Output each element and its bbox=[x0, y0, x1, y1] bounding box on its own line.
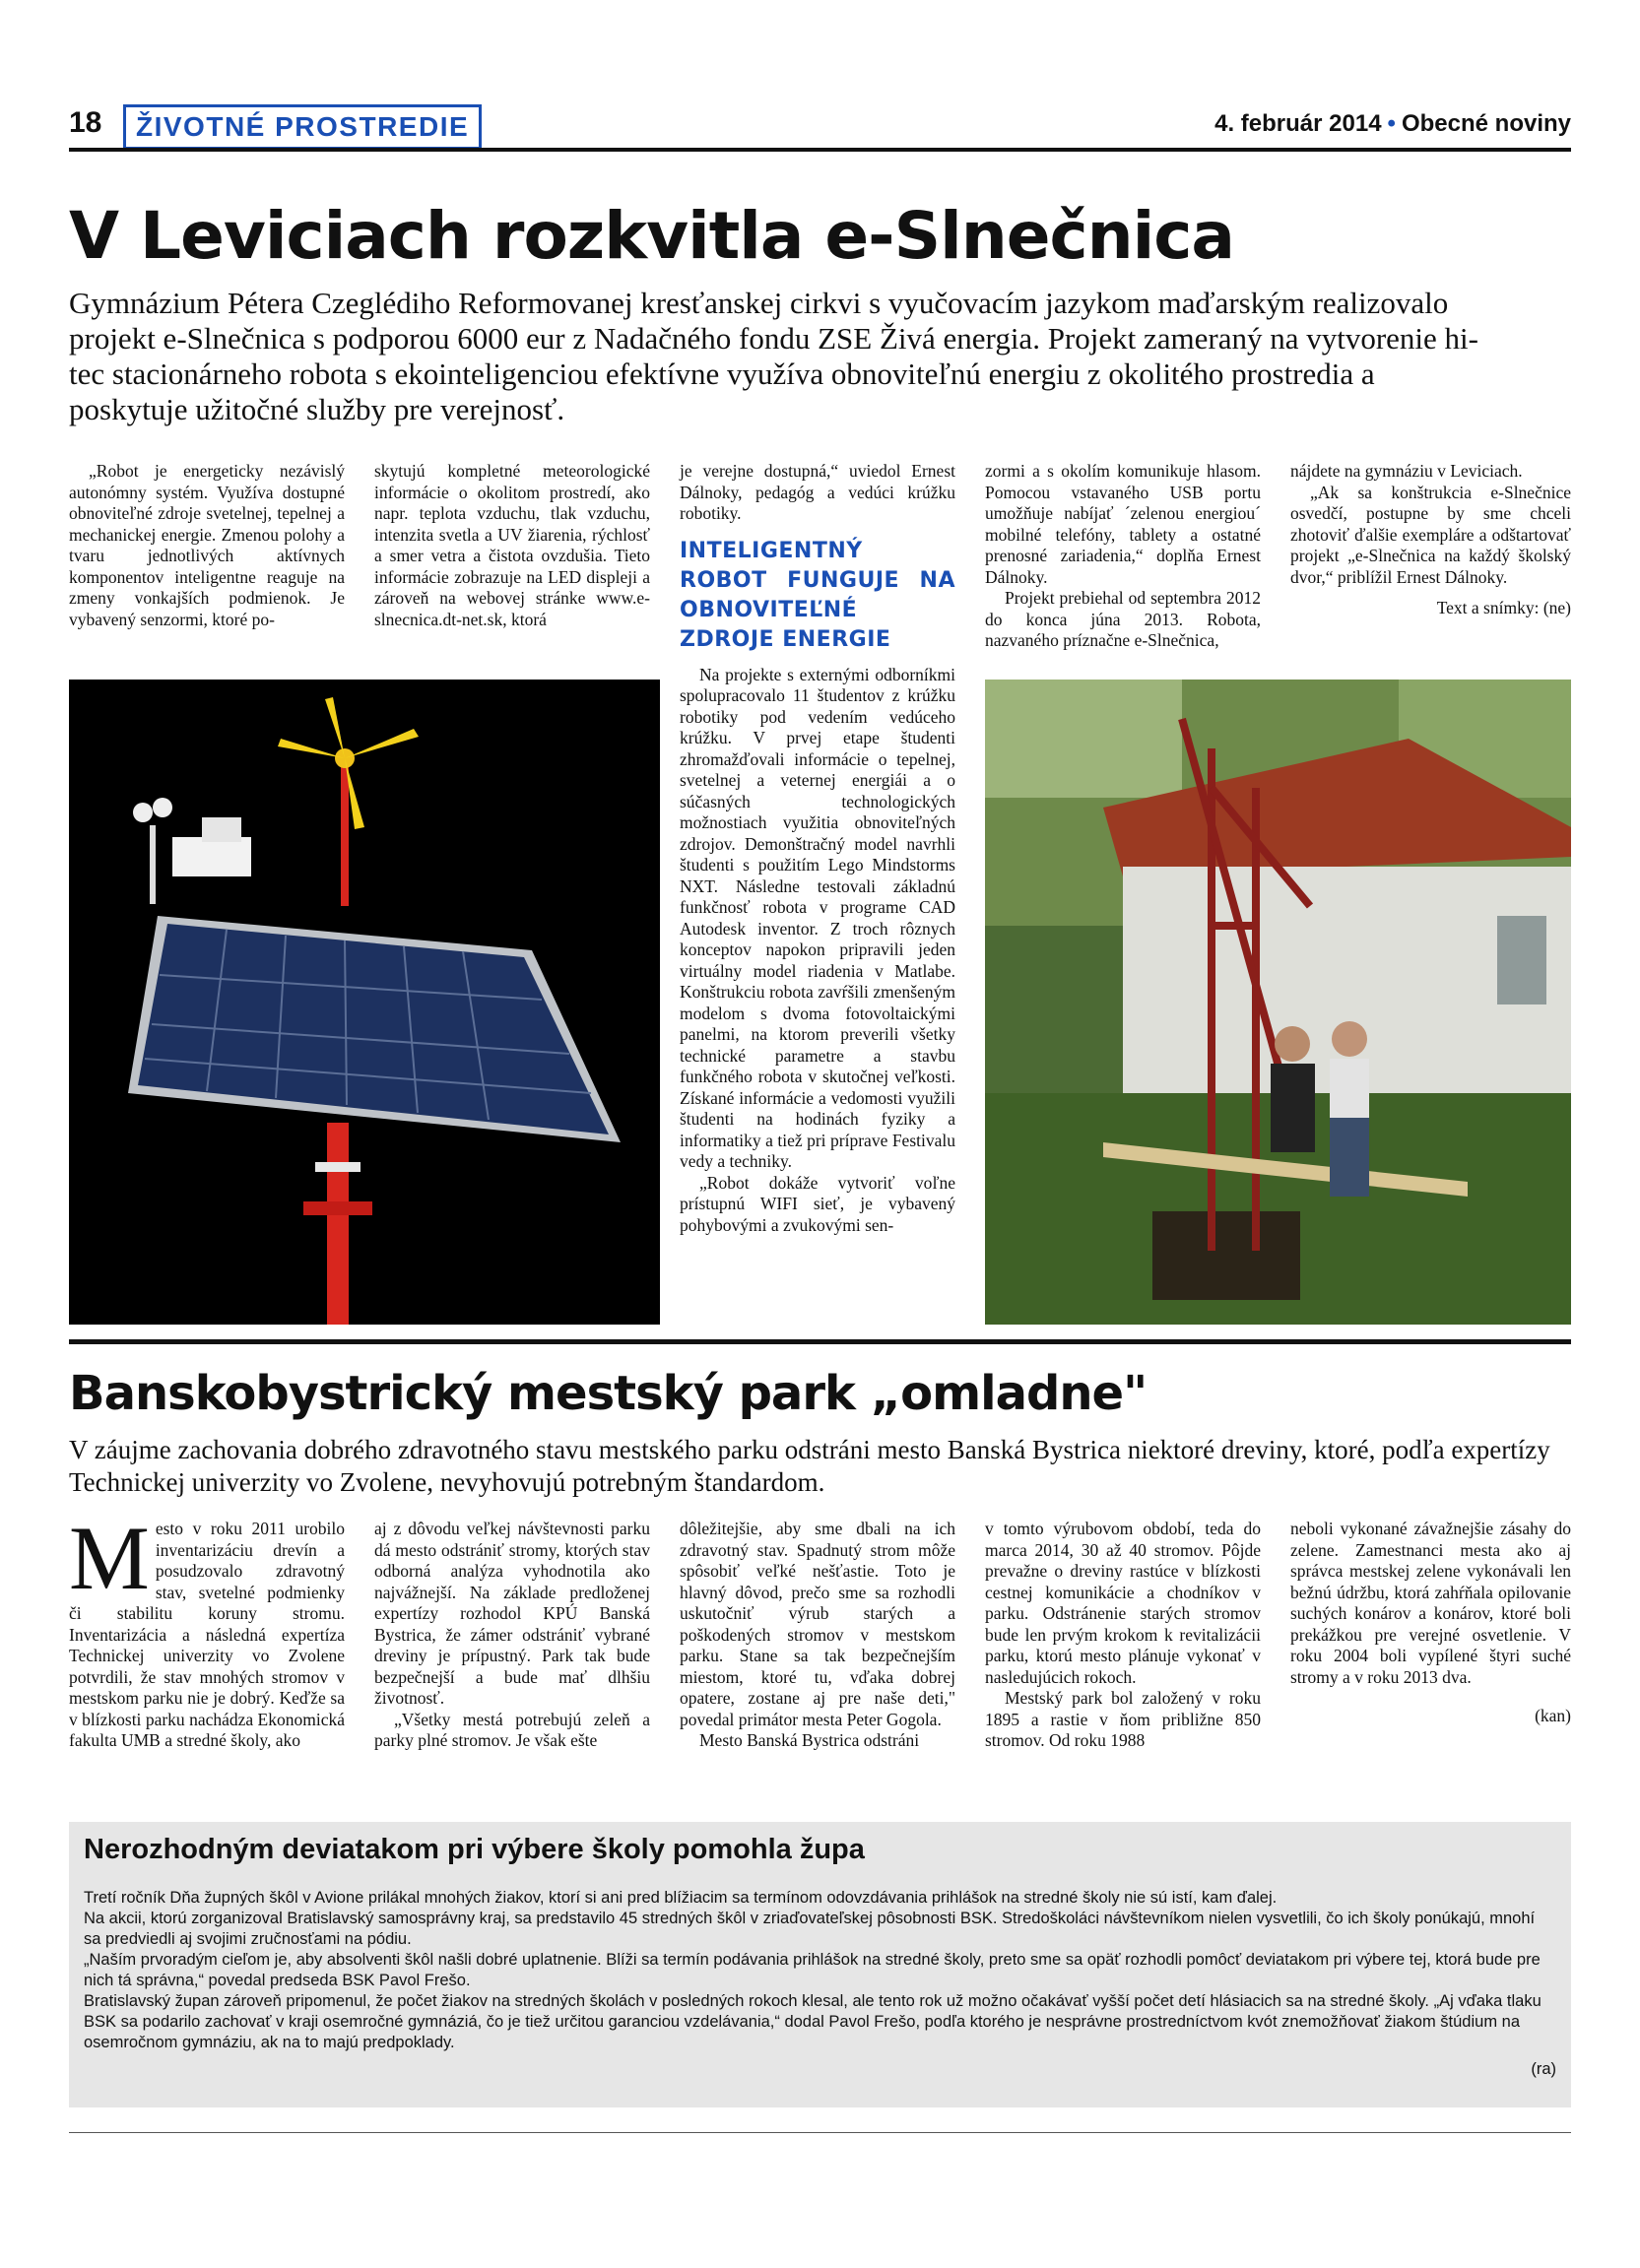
article1-subheading: INTELIGENTNÝ ROBOT FUNGUJE NA OBNOVITEĽNÉ ZDROJE ENERGIE bbox=[680, 538, 955, 652]
header-rule bbox=[69, 148, 1571, 152]
article2-title: Banskobystrický mestský park „omladne" bbox=[69, 1366, 1148, 1421]
article1-col5-p1: nájdete na gymnáziu v Leviciach. bbox=[1290, 461, 1523, 481]
section-label: ŽIVOTNÉ PROSTREDIE bbox=[123, 104, 482, 150]
article2-col4-p2: Mestský park bol založený v roku 1895 a rastie v ňom približne 850 stromov. Od roku 1988 bbox=[985, 1688, 1261, 1750]
article3-body bbox=[84, 1888, 1556, 2080]
article1-col1 bbox=[69, 461, 345, 630]
article2-col2 bbox=[374, 1519, 650, 1752]
article2-col4-p1: v tomto výrubovom období, teda do marca 2014, 30 až 40 stromov. Pôjde prevažne o dreviny rastúce v blízkosti cestnej komunikácie a chodníkov v parku. Odstránenie starých stromov bude len prvým krokom k revitalizácii parku, ktorú mesto plánuje vykonať v nasledujúcich rokoch. bbox=[985, 1519, 1261, 1687]
article3-p3: „Naším prvoradým cieľom je, aby absolventi škôl našli dobré uplatnenie. Blíži sa termín podávania prihlášok na stredné školy, preto sme sa opäť rozhodli pomôcť deviatakom pri výbere tej, ktorá bude pre nich tá správna,“ povedal predseda BSK Pavol Frešo. bbox=[84, 1951, 1541, 1989]
article3-p2: Na akcii, ktorú zorganizoval Bratislavský samosprávny kraj, sa predstavilo 45 stredných škôl v zriaďovateľskej pôsobnosti BSK. Stredoškoláci návštevníkom nielen vysvetlili, čo ich školy ponúkajú, mnohí sa predviedli aj svojimi zručnosťami na pódiu. bbox=[84, 1910, 1536, 1948]
article2-lead: V záujme zachovania dobrého zdravotného stavu mestského parku odstráni mesto Banská Bystrica niektoré dreviny, ktoré, podľa expertízy Technickej univerzity vo Zvolene, nevyhovujú potrebným štandardom. bbox=[69, 1435, 1550, 1497]
article2-col3-p2: Mesto Banská Bystrica odstráni bbox=[699, 1730, 920, 1750]
article2-col1 bbox=[69, 1508, 345, 1752]
article1-credit: Text a snímky: (ne) bbox=[1436, 598, 1571, 617]
article1-col4-p2: Projekt prebiehal od septembra 2012 do konca júna 2013. Robota, nazvaného príznačne e-Slnečnica, bbox=[985, 588, 1261, 650]
article2-col4 bbox=[985, 1519, 1261, 1752]
section-divider bbox=[69, 1339, 1571, 1344]
article1-col5-p2: „Ak sa konštrukcia e-Slnečnice osvedčí, postupne by sme chceli zhotoviť ďalšie exempláre a odštartovať projekt „e-Slnečnica na každý školský dvor,“ priblížil Ernest Dálnoky. bbox=[1290, 482, 1571, 587]
article1-col3 bbox=[680, 461, 955, 1236]
page-number: 18 bbox=[69, 106, 102, 139]
article2-col3 bbox=[680, 1519, 955, 1752]
issue-date: 4. február 2014 bbox=[1214, 110, 1382, 137]
article1-col2 bbox=[374, 461, 650, 630]
solar-robot-photo bbox=[69, 680, 660, 1325]
article2-col2-p1: aj z dôvodu veľkej návštevnosti parku dá mesto odstrániť stromy, ktorých stav odborná analýza vyhodnotila ako najvážnejší. Na základe predloženej expertízy rozhodol KPÚ Banská Bystrica, že zámer odstrániť vybrané dreviny je prípustný. Park tak bude bezpečnejší a bude mať dlhšiu životnosť. bbox=[374, 1519, 650, 1708]
construction-photo bbox=[985, 680, 1571, 1325]
article2-credit: (kan) bbox=[1535, 1706, 1571, 1725]
article1-col2-text: skytujú kompletné meteorologické informácie o okolitom prostredí, ako napr. teplota vzduchu, tlak vzduchu, intenzita svetla a UV žiarenia, rýchlosť a smer vetra a čistota ovzdušia. Tieto informácie zobrazuje na LED displeji a zároveň na webovej stránke www.e-slnecnica.dt-net.sk, ktorá bbox=[374, 461, 650, 629]
construction-illustration bbox=[985, 680, 1571, 1325]
publication-name: Obecné noviny bbox=[1401, 110, 1571, 137]
article1-lead: Gymnázium Pétera Czeglédiho Reformovanej kresťanskej cirkvi s vyučovacím jazykom maďarským realizovalo projekt e-Slnečnica s podporou 6000 eur z Nadačného fondu ZSE Živá energia. Projekt zameraný na vytvorenie hi-tec stacionárneho robota s ekointeligenciou efektívne využíva obnoviteľnú energiu z okolitého prostredia a poskytuje užitočné služby pre verejnosť. bbox=[69, 286, 1478, 426]
article3-credit: (ra) bbox=[1531, 2060, 1556, 2078]
article1-col4-p1: zormi a s okolím komunikuje hlasom. Pomocou vstavaného USB portu umožňuje nabíjať ´zelenou energiou´ mobilné telefóny, tablety a ostatné prenosné zariadenia,“ doplňa Ernest Dálnoky. bbox=[985, 461, 1261, 587]
article3-p4: Bratislavský župan zároveň pripomenul, že počet žiakov na stredných školách v posledných rokoch klesal, ale tento rok už možno očakávať vyšší počet detí hlásiacich sa na stredné školy. „Aj vďaka tlaku BSK sa podarilo zachovať v kraji osemročné gymnáziá, čo je tiež určitou garanciou vzdelávania,“ dodal Pavol Frešo, podľa ktorého je nesprávne prostredníctvom kvót znemožňovať žiakom štúdium na osemročnom gymnáziu, ak na to majú predpoklady. bbox=[84, 1992, 1542, 2051]
issue-separator: • bbox=[1387, 110, 1396, 137]
article3-p1: Tretí ročník Dňa župných škôl v Avione prilákal mnohých žiakov, ktorí si ani pred blížiacim sa termínom odovzdávania prihlášok na stredné školy nie sú istí, kam ďalej. bbox=[84, 1889, 1278, 1907]
article2-col2-p2: „Všetky mestá potrebujú zeleň a parky plné stromov. Je však ešte bbox=[374, 1709, 650, 1750]
article2-col5-p1: neboli vykonané závažnejšie zásahy do zelene. Zamestnanci mesta ako aj správca mestskej zelene vykonávali len bežnú údržbu, ktorá zahŕňala opilovanie suchých konárov a konárov, ktoré boli prekážkou pre verejné osvetlenie. V roku 2004 boli vypílené štyri suché stromy a v roku 2013 dva. bbox=[1290, 1519, 1571, 1687]
article1-col3-top: je verejne dostupná,“ uviedol Ernest Dálnoky, pedagóg a vedúci krúžku robotiky. bbox=[680, 461, 955, 523]
issue-info bbox=[1214, 110, 1571, 138]
article1-col3-p2: „Robot dokáže vytvoriť voľne prístupnú WIFI sieť, je vybavený pohybovými a zvukovými sen- bbox=[680, 1172, 955, 1235]
solar-robot-illustration bbox=[69, 680, 660, 1325]
article1-col4 bbox=[985, 461, 1261, 652]
article2-col5 bbox=[1290, 1519, 1571, 1727]
article2-dropcap: M bbox=[69, 1508, 150, 1608]
article2-col3-p1: dôležitejšie, aby sme dbali na ich zdravotný stav. Spadnutý strom môže spôsobiť veľké nešťastie. Toto je hlavný dôvod, prečo sme sa rozhodli uskutočniť výrub starých a poškodených stromov v mestskom parku. Stane sa tak bezpečnejším miestom, ktoré tu, vďaka dobrej opatere, zostane aj pre naše deti," povedal primátor mesta Peter Gogola. bbox=[680, 1519, 955, 1729]
article1-col3-p1: Na projekte s externými odborníkmi spolupracovalo 11 študentov z krúžku robotiky pod vedením vedúceho krúžku. V prvej etape študenti zhromažďovali informácie o tepelnej, svetelnej a veternej energiái a o súčasných technologických možnostiach využitia obnoviteľných zdrojov. Demonštračný model navrhli študenti s použitím Lego Mindstorms NXT. Následne testovali základnú funkčnosť robota v programe CAD Autodesk inventor. Z troch rôznych konceptov napokon pripravili jeden virtuálny model riadenia v Matlabe. Konštrukciu robota zavŕšili zmenšeným modelom s dvoma fotovoltaickými panelmi, na ktorom preverili všetky technické parametre a stavbu funkčného robota v skutočnej veľkosti. Získané informácie a vedomosti využili študenti na hodinách fyziky a informatiky a tiež pri príprave Festivalu vedy a techniky. bbox=[680, 664, 955, 1171]
article1-col1-text: „Robot je energeticky nezávislý autonómny systém. Využíva dostupné obnoviteľné zdroje svetelnej, tepelnej a mechanickej energie. Zmenou polohy a tvaru jednotlivých aktívnych komponentov inteligentne reaguje na zmeny vonkajších podmienok. Je vybavený senzormi, ktoré po- bbox=[69, 461, 345, 629]
article2-col1-text: esto v roku 2011 urobilo inventarizáciu drevín a posudzovalo zdravotný stav, svetelné podmienky či stabilitu koruny stromu. Inventarizácia a následná expertíza Technickej univerzity vo Zvolene potvrdili, že stav mnohých stromov v mestskom parku nie je dobrý. Keďže sa v blízkosti parku nachádza Ekonomická fakulta UMB a stredné školy, ako bbox=[69, 1519, 345, 1750]
article1-title: V Leviciach rozkvitla e-Slnečnica bbox=[69, 198, 1234, 274]
footer-rule bbox=[69, 2132, 1571, 2133]
article3-title: Nerozhodným deviatakom pri výbere školy pomohla župa bbox=[84, 1834, 865, 1865]
article1-col5 bbox=[1290, 461, 1571, 619]
